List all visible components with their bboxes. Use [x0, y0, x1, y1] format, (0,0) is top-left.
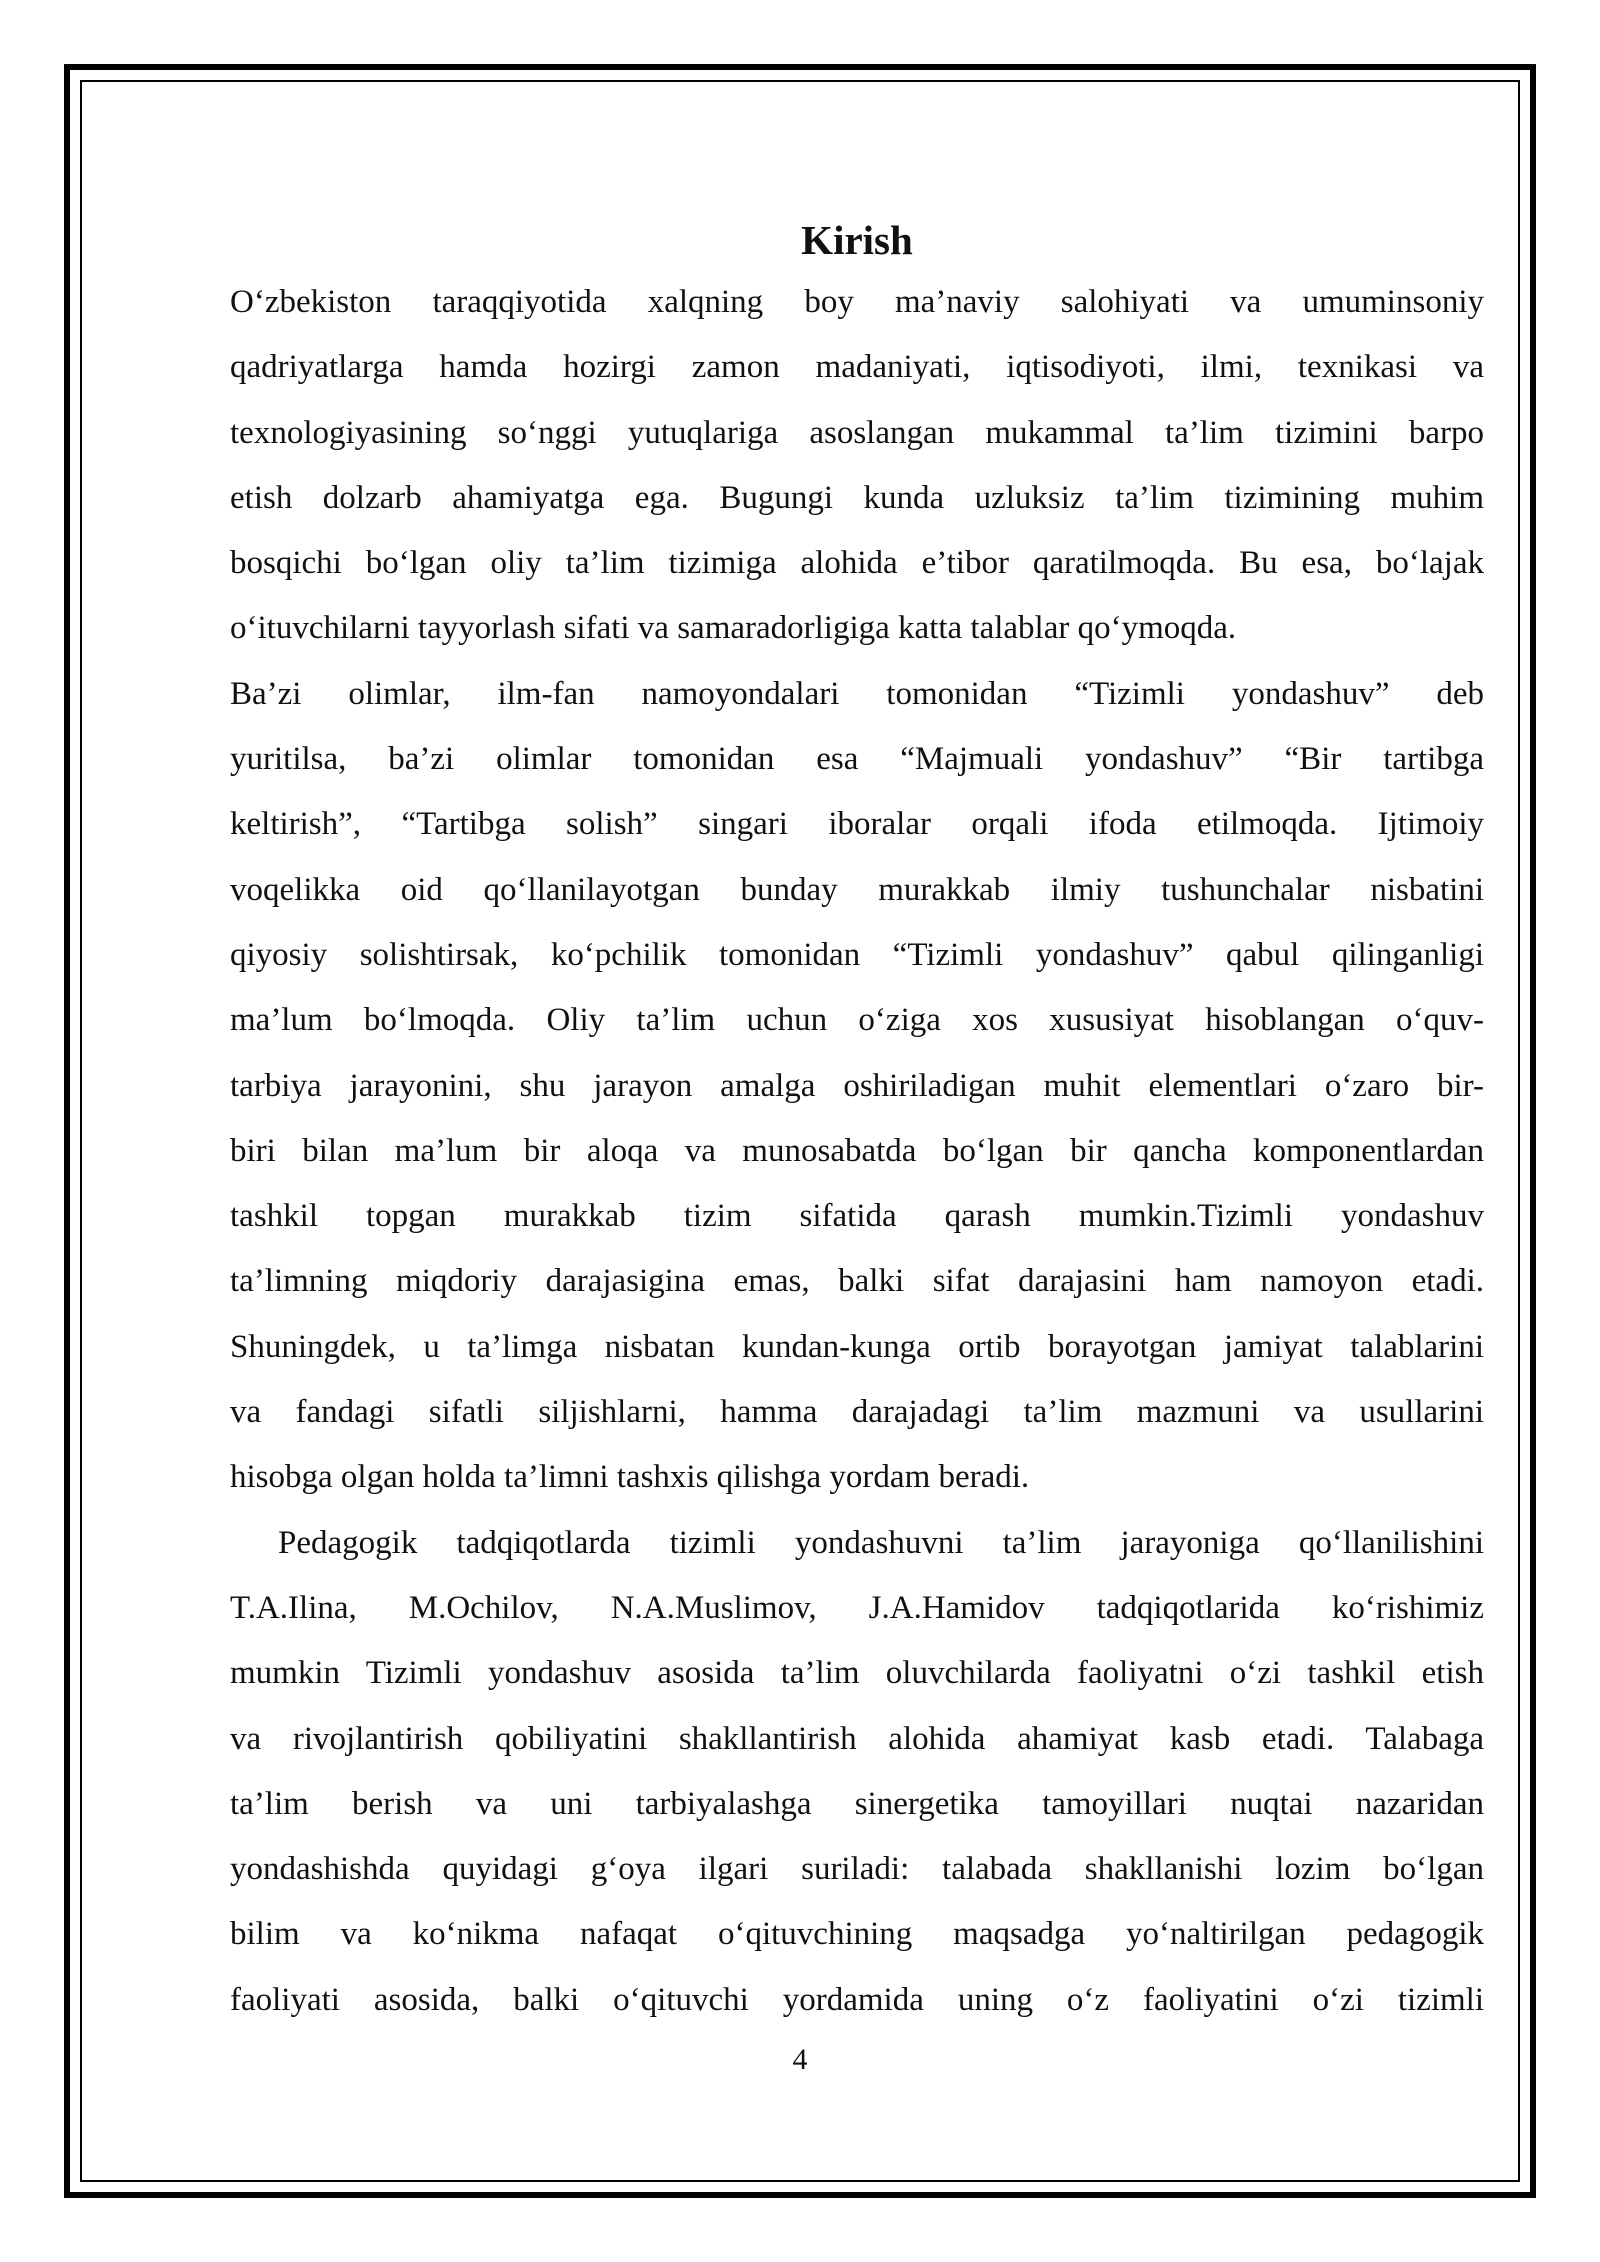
text-line: yondashishda quyidagi g‘oya ilgari suriladi: talabada shakllanishi lozim bo‘lgan [230, 1851, 1484, 1888]
text-line: hisobga olgan holda ta’limni tashxis qilishga yordam beradi. [230, 1459, 1030, 1496]
text-line: tashkil topgan murakkab tizim sifatida qarash mumkin.Tizimli yondashuv [230, 1198, 1484, 1235]
text-line: O‘zbekiston taraqqiyotida xalqning boy ma’naviy salohiyati va umuminsoniy [230, 284, 1484, 320]
page-number: 4 [792, 2043, 808, 2076]
text-line: va fandagi sifatli siljishlarni, hamma darajadagi ta’lim mazmuni va usullarini [230, 1394, 1484, 1431]
text-line: biri bilan ma’lum bir aloqa va munosabatda bo‘lgan bir qancha komponentlardan [230, 1132, 1484, 1169]
text-line: va rivojlantirish qobiliyatini shakllantirish alohida ahamiyat kasb etadi. Talabaga [230, 1720, 1484, 1757]
paragraph-3 [230, 1511, 1484, 2033]
document-body [230, 210, 1484, 2033]
text-line: Ba’zi olimlar, ilm-fan namoyondalari tomonidan “Tizimli yondashuv” deb [230, 675, 1484, 712]
text-line: ta’limning miqdoriy darajasigina emas, balki sifat darajasini ham namoyon etadi. [230, 1263, 1484, 1300]
text-line: yuritilsa, ba’zi olimlar tomonidan esa “Majmuali yondashuv” “Bir tartibga [230, 741, 1484, 778]
text-line: tarbiya jarayonini, shu jarayon amalga oshiriladigan muhit elementlari o‘zaro bir- [230, 1067, 1484, 1104]
text-line: texnologiyasining so‘nggi yutuqlariga asoslangan mukammal ta’lim tizimini barpo [230, 414, 1484, 451]
text-line: etish dolzarb ahamiyatga ega. Bugungi kunda uzluksiz ta’lim tizimining muhim [230, 479, 1484, 516]
text-line: ta’lim berish va uni tarbiyalashga sinergetika tamoyillari nuqtai nazaridan [230, 1785, 1484, 1822]
text-line: Shuningdek, u ta’limga nisbatan kundan-kunga ortib borayotgan jamiyat talablarini [230, 1328, 1484, 1365]
paragraph-2 [230, 662, 1484, 1511]
document-title: Kirish [801, 217, 913, 263]
paragraph-1 [230, 270, 1484, 662]
text-line: bosqichi bo‘lgan oliy ta’lim tizimiga alohida e’tibor qaratilmoqda. Bu esa, bo‘lajak [230, 545, 1484, 582]
text-line: mumkin Tizimli yondashuv asosida ta’lim oluvchilarda faoliyatni o‘zi tashkil etish [230, 1655, 1484, 1692]
text-line: qiyosiy solishtirsak, ko‘pchilik tomonidan “Tizimli yondashuv” qabul qilinganligi [230, 936, 1484, 973]
text-line: T.A.Ilina, M.Ochilov, N.A.Muslimov, J.A.Hamidov tadqiqotlarida ko‘rishimiz [230, 1589, 1484, 1626]
text-line: bilim va ko‘nikma nafaqat o‘qituvchining maqsadga yo‘naltirilgan pedagogik [230, 1916, 1484, 1953]
text-line: voqelikka oid qo‘llanilayotgan bunday murakkab ilmiy tushunchalar nisbatini [230, 871, 1484, 908]
text-line: Pedagogik tadqiqotlarda tizimli yondashuvni ta’lim jarayoniga qo‘llanilishini [278, 1524, 1484, 1561]
text-line: ma’lum bo‘lmoqda. Oliy ta’lim uchun o‘ziga xos xususiyat hisoblangan o‘quv- [230, 1002, 1484, 1039]
text-line: keltirish”, “Tartibga solish” singari iboralar orqali ifoda etilmoqda. Ijtimoiy [230, 806, 1484, 843]
text-line: qadriyatlarga hamda hozirgi zamon madaniyati, iqtisodiyoti, ilmi, texnikasi va [230, 349, 1484, 386]
text-line: faoliyati asosida, balki o‘qituvchi yordamida uning o‘z faoliyatini o‘zi tizimli [230, 1981, 1484, 2018]
text-line: o‘ituvchilarni tayyorlash sifati va samaradorligiga katta talablar qo‘ymoqda. [230, 610, 1237, 647]
